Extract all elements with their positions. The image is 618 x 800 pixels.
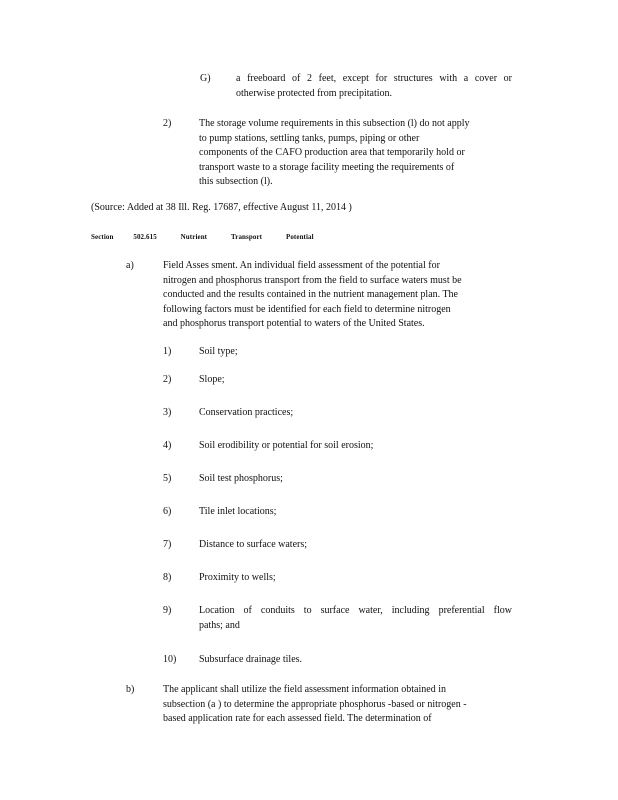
item-marker-a: a) [126, 260, 134, 271]
factor-text: Subsurface drainage tiles. [199, 654, 303, 665]
section-title-word: Nutrient [180, 233, 208, 241]
item-marker-b: b) [126, 684, 135, 695]
factor-text: Conservation practices; [199, 407, 294, 418]
factor-marker: 8) [163, 572, 172, 583]
item-b-text [163, 683, 521, 727]
text-line: Field Asses sment. An individual field assessment of the potential for [163, 260, 440, 271]
factor-marker: 10) [163, 654, 177, 665]
factor-text: Tile inlet locations; [199, 506, 277, 517]
text-line: conducted and the results contained in the nutrient management plan. The [163, 289, 458, 300]
item-2-text [199, 117, 521, 190]
text-line: a freeboard of 2 feet, except for structures with a cover or [236, 73, 512, 84]
text-line: The applicant shall utilize the field assessment information obtained in [163, 684, 446, 695]
factor-marker: 3) [163, 407, 172, 418]
text-line: Location of conduits to surface water, including preferential flow [199, 605, 512, 616]
text-line: The storage volume requirements in this subsection (l) do not apply [199, 118, 470, 129]
factor-marker: 7) [163, 539, 172, 550]
source-note: (Source: Added at 38 Ill. Reg. 17687, effective August 11, 2014 ) [91, 202, 352, 213]
section-heading [91, 233, 314, 241]
factor-text [199, 604, 512, 633]
section-title-word: Transport [230, 233, 263, 241]
subsection-g-text [236, 72, 512, 101]
text-line: this subsection (l). [199, 176, 273, 187]
text-line: and phosphorus transport potential to waters of the United States. [163, 318, 425, 329]
factor-marker: 1) [163, 346, 172, 357]
factor-marker: 6) [163, 506, 172, 517]
item-marker-g: G) [200, 73, 211, 84]
text-line: following factors must be identified for each field to determine nitrogen [163, 303, 451, 315]
text-line: transport waste to a storage facility meeting the requirements of [199, 161, 455, 173]
item-a-text [163, 259, 521, 332]
item-marker-2: 2) [163, 118, 172, 129]
factor-text: Soil test phosphorus; [199, 473, 283, 484]
factor-marker: 9) [163, 605, 172, 616]
text-line: components of the CAFO production area that temporarily hold or [199, 147, 465, 158]
text-line: to pump stations, settling tanks, pumps, piping or other [199, 132, 420, 144]
factor-marker: 5) [163, 473, 172, 484]
factor-text: Proximity to wells; [199, 572, 276, 583]
section-label: Section [91, 233, 114, 241]
text-line: otherwise protected from precipitation. [236, 87, 393, 99]
section-title-word: Potential [285, 233, 314, 241]
factor-marker: 4) [163, 440, 172, 451]
factor-marker: 2) [163, 374, 172, 385]
text-line: nitrogen and phosphorus transport from the field to surface waters must be [163, 274, 462, 286]
text-line: paths; and [199, 619, 240, 631]
section-number: 502.615 [133, 233, 157, 241]
factor-text: Soil erodibility or potential for soil erosion; [199, 440, 374, 451]
text-line: based application rate for each assessed field. The determination of [163, 713, 432, 724]
factor-text: Soil type; [199, 346, 238, 357]
text-line: subsection (a ) to determine the appropriate phosphorus -based or nitrogen - [163, 698, 467, 710]
factor-text: Distance to surface waters; [199, 539, 308, 550]
factor-text: Slope; [199, 374, 225, 385]
